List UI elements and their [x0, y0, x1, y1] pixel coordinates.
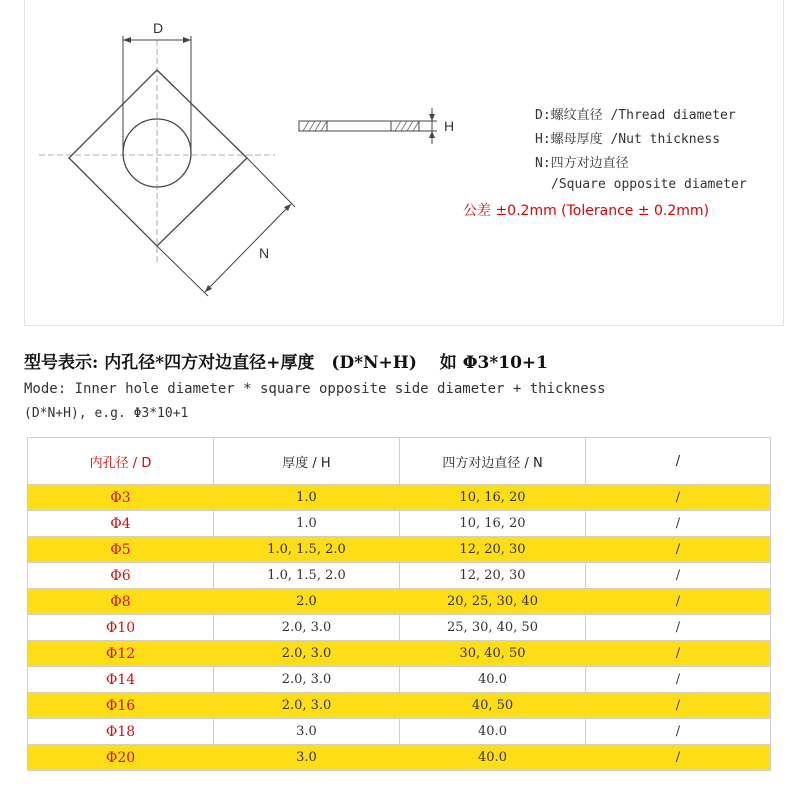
cell-inner-diameter: Φ20 — [28, 745, 214, 771]
mode-example: (D*N+H), e.g. Φ3*10+1 — [24, 406, 189, 421]
cell-thickness: 2.0, 3.0 — [214, 667, 400, 693]
table-row — [28, 589, 771, 615]
n-dimension-line — [205, 204, 291, 292]
cell-slash: / — [586, 485, 771, 511]
h-label: H — [444, 118, 455, 134]
cell-opposite-side: 25, 30, 40, 50 — [400, 615, 586, 641]
cell-opposite-side: 10, 16, 20 — [400, 485, 586, 511]
cell-inner-diameter: Φ5 — [28, 537, 214, 563]
cell-inner-diameter: Φ14 — [28, 667, 214, 693]
header-slash: / — [586, 438, 771, 485]
cell-opposite-side: 10, 16, 20 — [400, 511, 586, 537]
h-arrow-top — [429, 114, 435, 121]
n-extension-lower — [157, 246, 208, 296]
cell-opposite-side: 40, 50 — [400, 693, 586, 719]
cell-thickness: 2.0, 3.0 — [214, 641, 400, 667]
cell-inner-diameter: Φ4 — [28, 511, 214, 537]
cell-thickness: 3.0 — [214, 719, 400, 745]
cell-opposite-side: 20, 25, 30, 40 — [400, 589, 586, 615]
cell-slash: / — [586, 745, 771, 771]
side-view-body — [327, 121, 391, 131]
table-row — [28, 615, 771, 641]
cell-slash: / — [586, 641, 771, 667]
side-view-hatch-right — [391, 121, 419, 131]
table-row — [28, 667, 771, 693]
cell-thickness: 1.0 — [214, 485, 400, 511]
cell-inner-diameter: Φ6 — [28, 563, 214, 589]
cell-inner-diameter: Φ3 — [28, 485, 214, 511]
spec-table — [27, 437, 771, 771]
cell-opposite-side: 12, 20, 30 — [400, 563, 586, 589]
cell-thickness: 1.0, 1.5, 2.0 — [214, 563, 400, 589]
cell-opposite-side: 30, 40, 50 — [400, 641, 586, 667]
table-row — [28, 485, 771, 511]
cell-opposite-side: 40.0 — [400, 745, 586, 771]
table-row — [28, 641, 771, 667]
table-row — [28, 511, 771, 537]
cell-slash: / — [586, 589, 771, 615]
cell-opposite-side: 40.0 — [400, 667, 586, 693]
cell-slash: / — [586, 667, 771, 693]
header-opposite-side: 四方对边直径 / N — [400, 438, 586, 485]
table-header-row — [28, 438, 771, 485]
legend-h: H:螺母厚度 /Nut thickness — [535, 132, 721, 147]
d-arrow-left — [123, 37, 131, 43]
n-extension-upper — [247, 158, 295, 207]
cell-slash: / — [586, 615, 771, 641]
d-arrow-right — [183, 37, 191, 43]
side-view-hatching — [303, 121, 419, 131]
cell-thickness: 1.0 — [214, 511, 400, 537]
table-row — [28, 537, 771, 563]
legend-d: D:螺纹直径 /Thread diameter — [535, 108, 736, 123]
cell-inner-diameter: Φ12 — [28, 641, 214, 667]
cell-thickness: 1.0, 1.5, 2.0 — [214, 537, 400, 563]
mode-description: Mode: Inner hole diameter * square opposite side diameter + thickness — [24, 381, 606, 397]
tolerance-note: 公差 ±0.2mm (Tolerance ± 0.2mm) — [463, 203, 710, 219]
header-inner-diameter: 内孔径 / D — [28, 438, 214, 485]
cell-thickness: 2.0, 3.0 — [214, 615, 400, 641]
cell-inner-diameter: Φ18 — [28, 719, 214, 745]
legend-n-en: /Square opposite diameter — [551, 177, 747, 192]
cell-opposite-side: 40.0 — [400, 719, 586, 745]
cell-slash: / — [586, 693, 771, 719]
side-view-hatch-left — [299, 121, 327, 131]
model-title: 型号表示: 内孔径*四方对边直径+厚度 (D*N+H) 如 Φ3*10+1 — [24, 353, 548, 373]
n-label: N — [259, 245, 270, 261]
d-label: D — [153, 20, 164, 36]
table-row — [28, 693, 771, 719]
h-arrow-bottom — [429, 131, 435, 138]
table-row — [28, 719, 771, 745]
cell-thickness: 2.0 — [214, 589, 400, 615]
cell-slash: / — [586, 511, 771, 537]
cell-inner-diameter: Φ16 — [28, 693, 214, 719]
cell-opposite-side: 12, 20, 30 — [400, 537, 586, 563]
cell-slash: / — [586, 537, 771, 563]
washer-diagram — [25, 0, 785, 326]
cell-thickness: 3.0 — [214, 745, 400, 771]
header-thickness: 厚度 / H — [214, 438, 400, 485]
diagram-panel — [24, 0, 784, 326]
cell-inner-diameter: Φ10 — [28, 615, 214, 641]
cell-slash: / — [586, 563, 771, 589]
table-row — [28, 745, 771, 771]
square-washer-outline — [69, 70, 247, 246]
cell-thickness: 2.0, 3.0 — [214, 693, 400, 719]
cell-slash: / — [586, 719, 771, 745]
legend-n: N:四方对边直径 — [535, 156, 629, 171]
cell-inner-diameter: Φ8 — [28, 589, 214, 615]
table-row — [28, 563, 771, 589]
